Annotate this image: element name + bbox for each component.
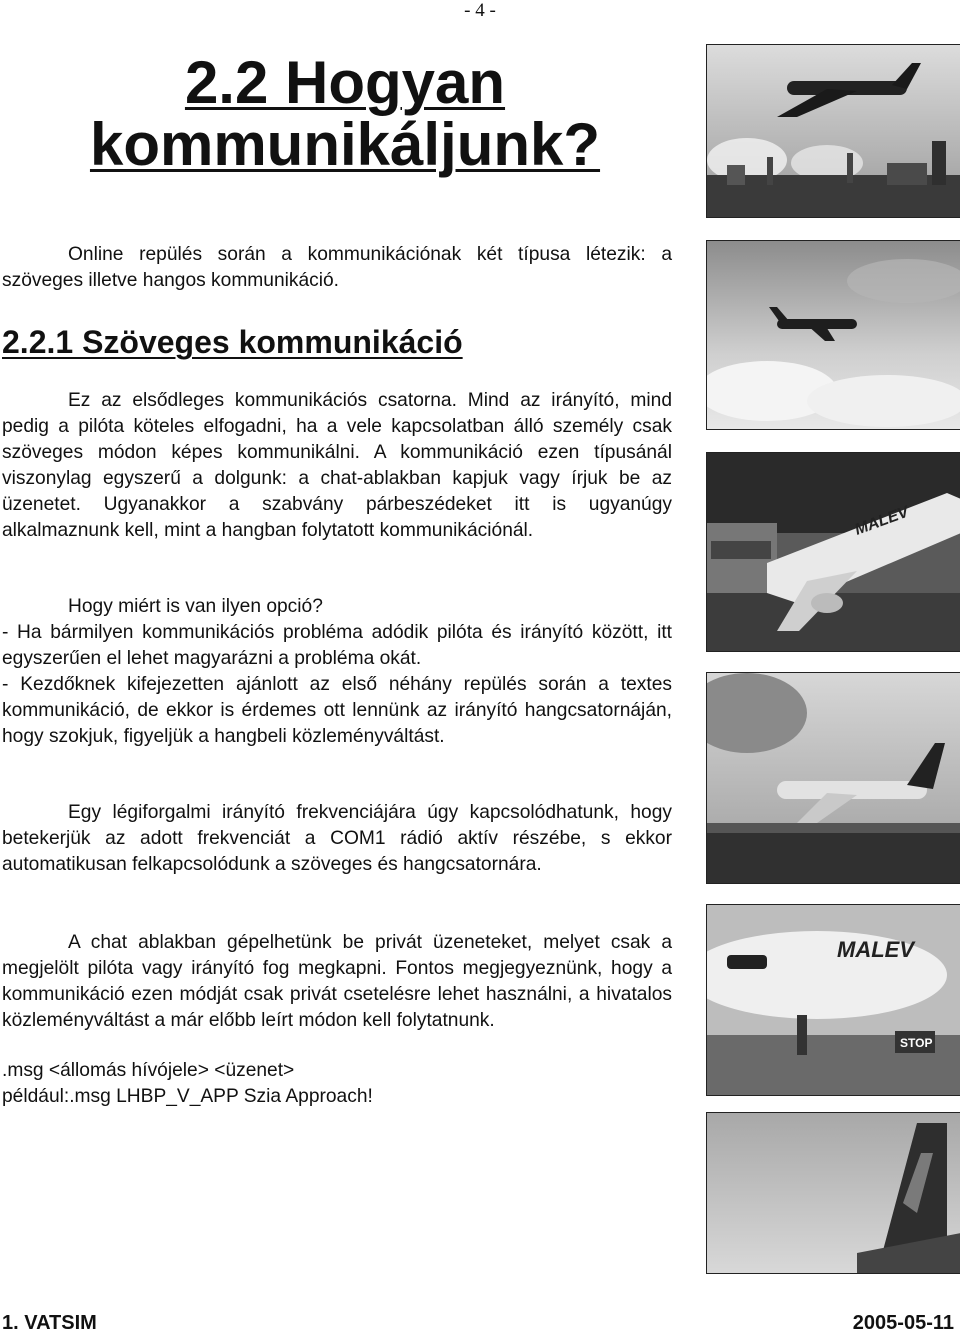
paragraph-frequency: Egy légiforgalmi irányító frekvenciájára úgy kapcsolódhatunk, hogy betekerjük az adott frekvenciát a COM1 rádió aktív részébe, s ekkor automatikusan felkapcsolódunk a szöveges és hangcsatornára. — [2, 802, 672, 875]
svg-text:STOP: STOP — [900, 1036, 933, 1050]
msg-syntax: .msg <állomás hívójele> <üzenet> — [2, 1060, 295, 1081]
bullet-problem: - Ha bármilyen kommunikációs probléma adódik pilóta és irányító között, itt egyszerűen el lehet magyarázni a probléma okát. — [2, 622, 672, 669]
tailfin-sky-photo — [706, 1112, 960, 1274]
page-title — [0, 49, 690, 178]
paragraph-primary-channel: Ez az elsődleges kommunikációs csatorna. Mind az irányító, mind pedig a pilóta köteles elfogadni, ha a vele kapcsolatban álló személy csak szöveges módon képes kommunikálni. A kommunikáció ezen típusánál viszonylag egyszerű a dolgunk: a chat-ablakban kapjuk vagy írjuk be az üzenetet. Ugyanakkor a szabvány párbeszédeket itt is ugyanúgy alkalmaznunk kell, mint a hangban folytatott kommunikációnál. — [2, 390, 672, 541]
malev-boeing-at-gate-photo — [706, 452, 960, 652]
cloudy-sky-plane-photo — [706, 240, 960, 430]
malev-logo-text: MALEV — [837, 937, 914, 962]
section-heading: 2.2.1 Szöveges kommunikáció — [2, 324, 463, 360]
title-line-2: kommunikáljunk? — [89, 111, 601, 178]
footer-date: 2005-05-11 — [852, 1312, 954, 1334]
msg-example: például:.msg LHBP_V_APP Szia Approach! — [2, 1086, 373, 1107]
malev-airbus-nose-photo — [706, 904, 960, 1096]
bullet-beginners: - Kezdőknek kifejezetten ajánlott az első néhány repülés során a textes kommunikáció, de ekkor is érdemes ott lennünk az irányító hangcsatornáján, hogy szokjuk, figyeljük a hangbeli közleményváltást. — [2, 674, 672, 747]
question-line: Hogy miért is van ilyen opció? — [68, 596, 323, 617]
airport-smokestack-photo — [706, 44, 960, 218]
paragraph-private-chat: A chat ablakban gépelhetünk be privát üzeneteket, melyet csak a megjelölt pilóta vagy irányító fog megkapni. Fontos megjegyeznünk, hogy a kommunikáció ezen módját csak privát csetelésre lehet használni, a hivatalos közleményváltást a már előbb leírt módon kell folytatnunk. — [2, 932, 672, 1031]
page-number: - 4 - — [464, 0, 496, 21]
malev-landing-crowd-photo — [706, 672, 960, 884]
title-line-1: 2.2 Hogyan — [184, 49, 506, 116]
malev-logo-text: MALEV — [852, 503, 911, 539]
footer-left: 1. VATSIM — [2, 1312, 97, 1334]
stop-sign-icon — [895, 1031, 935, 1053]
intro-paragraph: Online repülés során a kommunikációnak két típusa létezik: a szöveges illetve hangos kommunikáció. — [2, 244, 672, 291]
